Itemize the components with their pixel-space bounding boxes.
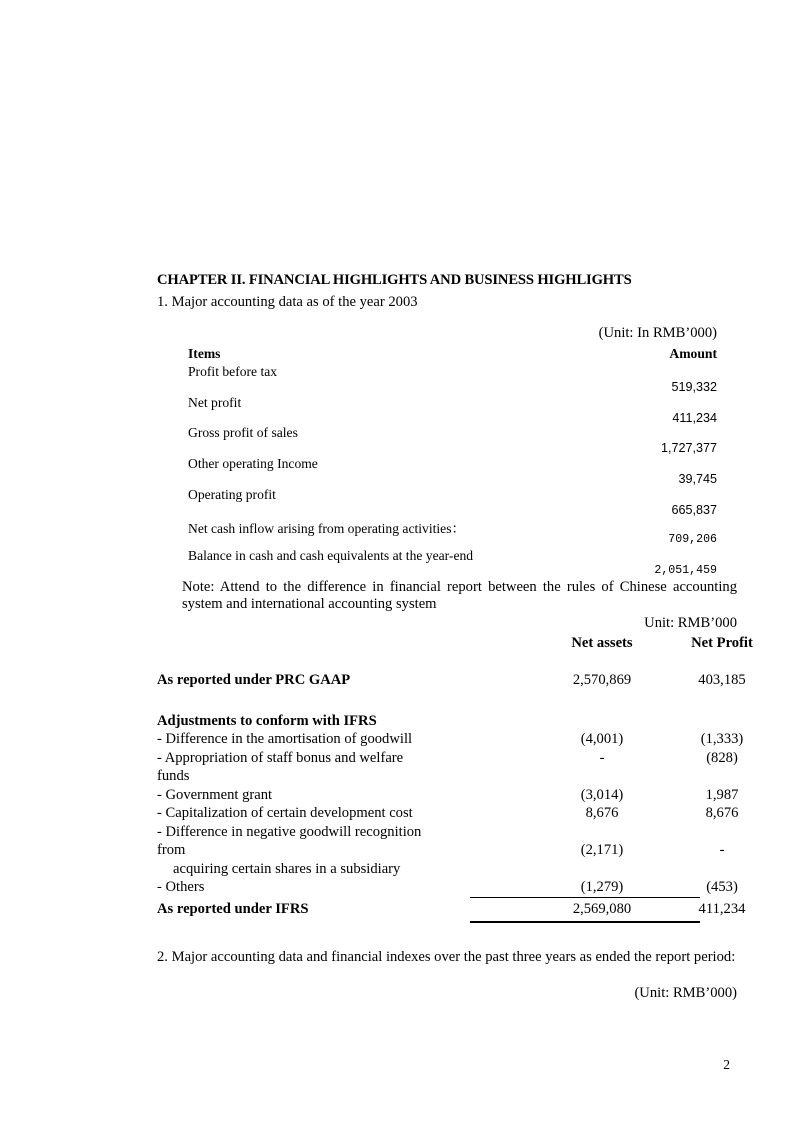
table-1-label: Net cash inflow arising from operating activities： (188, 521, 466, 537)
table-row-continuation (157, 860, 717, 879)
ifrs-reconciliation-table (157, 634, 753, 922)
table-1-amount: 1,727,377 (660, 441, 717, 456)
adjustments-heading-row (157, 712, 717, 731)
table-2-net-profit: (828) (706, 749, 738, 766)
table-row (188, 487, 717, 518)
adjustments-heading: Adjustments to conform with IFRS (157, 712, 377, 729)
table-row-prc-gaap (157, 671, 746, 690)
table-2-net-assets: (4,001) (580, 731, 624, 747)
table-1-amount: 2,051,459 (654, 564, 717, 578)
table-2-net-profit: 1,987 (705, 786, 739, 803)
table-row (188, 548, 717, 579)
table-2-net-profit: 411,234 (698, 901, 746, 917)
table-1-label: Profit before tax (188, 364, 278, 379)
table-2-net-profit: 8,676 (705, 805, 739, 821)
page-number: 2 (723, 1057, 730, 1072)
table-2-net-assets: (3,014) (580, 786, 624, 803)
table-2-unit-note: Unit: RMB’000 (644, 615, 737, 631)
table-2-label-continuation: from (157, 842, 186, 858)
table-row (157, 823, 717, 842)
table-1-unit-note: (Unit: In RMB’000) (598, 325, 717, 341)
table-1-label: Other operating Income (188, 456, 318, 472)
table-2-label: As reported under IFRS (157, 901, 309, 917)
table-row (157, 878, 738, 898)
table-1-header-items: Items (188, 346, 221, 361)
table-2-net-profit: (1,333) (700, 731, 744, 747)
table-1-amount: 411,234 (672, 410, 717, 425)
table-1-label: Gross profit of sales (188, 425, 298, 441)
table-1-label: Operating profit (188, 486, 276, 502)
table-2-header-net-profit: Net Profit (691, 635, 753, 651)
section-2-paragraph: 2. Major accounting data and financial indexes over the past three years as ended the report period: (157, 949, 736, 965)
table-row-continuation (157, 767, 717, 786)
table-1-label: Net profit (188, 394, 242, 410)
table-2-net-profit: 403,185 (698, 672, 746, 688)
table-row (157, 804, 739, 823)
table-row (188, 395, 717, 426)
major-accounting-data-table (188, 346, 717, 579)
table-2-net-profit: (453) (706, 879, 738, 895)
table-1-label: Balance in cash and cash equivalents at the year-end (188, 548, 474, 564)
table-2-header-net-assets: Net assets (571, 635, 633, 651)
table-row (188, 425, 717, 456)
table-2-net-assets: 2,570,869 (572, 672, 632, 688)
table-row (157, 749, 738, 768)
table-1-amount: 39,745 (678, 472, 717, 487)
table-row (188, 364, 717, 395)
table-2-label: - Difference in the amortisation of goodwill (157, 731, 413, 747)
section-1-heading: 1. Major accounting data as of the year 2003 (157, 294, 418, 310)
table-row (157, 730, 744, 749)
chapter-heading: CHAPTER II. FINANCIAL HIGHLIGHTS AND BUSINESS HIGHLIGHTS (157, 272, 632, 288)
table-2-label: - Capitalization of certain development cost (157, 805, 413, 821)
table-2-label: - Difference in negative goodwill recognition (157, 823, 422, 840)
table-row (188, 456, 717, 487)
table-1-amount: 709,206 (668, 533, 717, 547)
table-1-header-amount: Amount (669, 346, 717, 361)
table-row-ifrs-total (157, 898, 746, 922)
section-2-unit-note: (Unit: RMB’000) (634, 985, 737, 1001)
table-2-label: As reported under PRC GAAP (157, 672, 351, 688)
table-1-amount: 519,332 (671, 380, 717, 394)
table-2-label-continuation: funds (157, 768, 190, 784)
table-2-total-rule (470, 921, 700, 923)
table-1-header-row (188, 346, 717, 364)
table-2-label: - Others (157, 879, 205, 895)
table-row (188, 517, 717, 548)
table-row-continuation (157, 841, 725, 860)
table-2-net-profit: - (719, 842, 725, 858)
table-row (157, 786, 739, 805)
table-2-label: - Appropriation of staff bonus and welfare (157, 749, 404, 766)
table-2-net-assets: 2,569,080 (572, 901, 632, 917)
table-2-net-assets: 8,676 (585, 805, 619, 821)
table-2-net-assets: (1,279) (580, 879, 624, 895)
table-2-net-assets: - (599, 749, 605, 766)
table-2-label: - Government grant (157, 786, 273, 803)
table-2-header-row (157, 634, 753, 654)
table-1-amount: 665,837 (671, 502, 717, 517)
table-2-label-continuation: acquiring certain shares in a subsidiary (173, 860, 401, 877)
accounting-difference-note: Note: Attend to the difference in financial report between the rules of Chinese accounting system and international accounting system (182, 579, 737, 612)
table-2-net-assets: (2,171) (580, 842, 624, 858)
